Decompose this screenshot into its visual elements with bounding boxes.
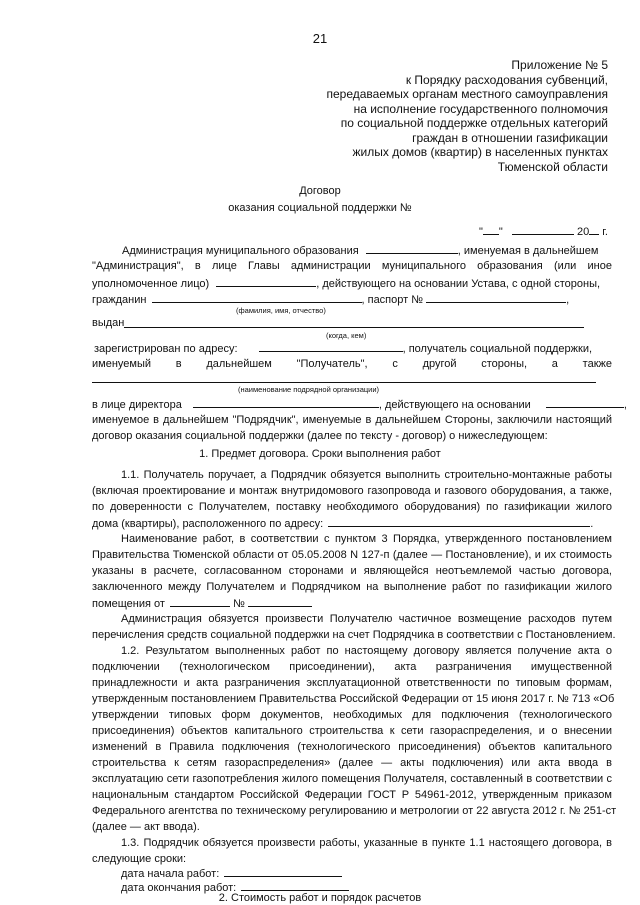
- appendix-line: граждан в отношении газификации: [412, 130, 608, 145]
- caption-kogda: (когда, кем): [326, 331, 367, 340]
- appendix-line: на исполнение государственного полномочия: [353, 101, 608, 116]
- appendix-line: Приложение № 5: [511, 58, 608, 72]
- contract-subtitle: оказания социальной поддержки №: [228, 202, 412, 214]
- s1-3-line-last: следующие сроки:: [92, 853, 187, 865]
- s1-name-line: заключенного между Получателем и Подрядчиком на выполнение работ по газификации жилого: [92, 581, 612, 593]
- s1-1-line: 1.1. Получатель поручает, а Подрядчик обязуется выполнить строительно-монтажные работы: [121, 469, 612, 481]
- s1-2-line: утвержденным постановлением Правительства Российской Федерации от 15 июня 2017 г. № 713 «Об: [92, 693, 615, 705]
- official-blank: [216, 276, 316, 287]
- house-address-blank: [328, 516, 590, 527]
- appendix-line: жилых домов (квартир) в населенных пунктах: [352, 145, 608, 159]
- appendix-line: передаваемых органам местного самоуправления: [326, 87, 608, 101]
- s1-2-line: подключении (технологическом присоединении), акта разграничения имущественной: [92, 661, 612, 673]
- day-blank: [483, 224, 499, 235]
- s1-2-line: строительства к сетям газораспределения» (далее — акты подключения) или акта ввода в: [92, 757, 612, 769]
- s1-2-line: утверждении типовых форм документов, необходимых для подключения (технологического: [92, 709, 612, 721]
- address-blank: [259, 341, 403, 352]
- admin-line-8: в лице директора , действующего на основании ,: [92, 399, 627, 411]
- start-date-blank: [224, 866, 342, 877]
- contract-date-blank: [170, 596, 230, 607]
- s1-name-line-last: помещения от №: [92, 596, 612, 612]
- appendix-line: к Порядку расходования субвенций,: [405, 72, 608, 87]
- end-date-blank: [241, 880, 349, 891]
- s1-name-line: указаны в расчете, согласованном сторонами и являющейся неотъемлемой частью договора,: [92, 565, 612, 577]
- admin-line-10: договор оказания социальной поддержки (далее по тексту - договор) о нижеследующем:: [92, 430, 548, 442]
- s1-2-line: Федерального агентства по техническому регулированию и метрологии от 22 августа 2012 г. № 251-ст: [92, 805, 617, 817]
- admin-line-3: уполномоченное лицо) , действующего на основании Устава, с одной стороны,: [92, 278, 601, 290]
- s1-3-line: 1.3. Подрядчик обязуется произвести работы, указанные в пункте 1.1 настоящего договора, в: [121, 837, 612, 849]
- s1-2-line: изменений в Правила подключения (технологического присоединения) объектов капитального: [92, 741, 612, 753]
- s1-1-line: по доверенности с Получателем, поставку необходимого оборудования) по газификации жилого: [92, 501, 612, 513]
- year-blank: [589, 224, 599, 235]
- month-blank: [512, 224, 574, 235]
- appendix-line: Тюменской области: [497, 159, 608, 174]
- s1-name-line: Наименование работ, в соответствии с пунктом 3 Порядка, утвержденного постановлением: [121, 533, 612, 545]
- s1-1-line: (включая проектирование и монтаж внутридомового газопровода и газового оборудования, а также,: [92, 485, 612, 497]
- admin-line-5: выдан: [92, 317, 125, 329]
- citizen-name-blank: [152, 292, 362, 303]
- admin-line-2: "Администрация", в лице Главы администрации муниципального образования (или иное: [92, 260, 612, 272]
- contract-number-blank: [248, 596, 312, 607]
- basis-blank: [546, 397, 624, 408]
- director-blank: [193, 397, 379, 408]
- contract-title: Договор: [299, 185, 341, 197]
- start-date-line: дата начала работ:: [121, 866, 541, 882]
- admin-line-6: зарегистрирован по адресу: , получатель социальной поддержки,: [94, 343, 593, 355]
- municipality-blank: [366, 243, 458, 254]
- s1-2-line: присоединения) объектов капитального строительства к сети газораспределения, и о внесении: [92, 725, 612, 737]
- s1-2-line: 1.2. Результатом выполненных работ по настоящему договору является получение акта о: [121, 645, 612, 657]
- s1-2-line: эксплуатацию сети газопотребления жилого помещения Получателя, составленный в соответствии с: [92, 773, 612, 785]
- s1-admin-line-last: перечисления средств социальной поддержки на счет Подрядчика в соответствии с Постановлением.: [92, 629, 616, 641]
- section-2-title: 2. Стоимость работ и порядок расчетов: [218, 892, 422, 904]
- s1-name-line: Правительства Тюменской области от 05.05.2008 N 127-п (далее — Постановление), и их стоимость: [92, 549, 612, 561]
- admin-line-1: Администрация муниципального образования , именуемая в дальнейшем: [122, 245, 599, 257]
- end-date-line: дата окончания работ:: [121, 880, 541, 896]
- page-number: 21: [312, 31, 328, 46]
- section-1-title: 1. Предмет договора. Сроки выполнения работ: [199, 448, 441, 460]
- s1-1-line-last: дома (квартиры), расположенного по адресу: .: [92, 518, 594, 530]
- s1-2-line: национальным стандартом Российской Федерации ГОСТ Р 54961-2012, утвержденным приказом: [92, 789, 612, 801]
- appendix-line: по социальной поддержке отдельных категорий: [340, 116, 608, 130]
- date-line: " " 20 г.: [479, 226, 608, 238]
- s1-2-line-last: (далее — акт ввода).: [92, 821, 200, 833]
- admin-line-7: именуемый в дальнейшем "Получатель", с другой стороны, а также: [92, 358, 612, 370]
- caption-org: (наименование подрядной организации): [238, 385, 380, 394]
- caption-fio: (фамилия, имя, отчество): [236, 306, 326, 315]
- contractor-name-line: [92, 382, 596, 383]
- admin-line-4: гражданин , паспорт № ,: [92, 294, 570, 306]
- issued-by-line: [124, 327, 584, 328]
- s1-admin-line: Администрация обязуется произвести Получателю частичное возмещение расходов путем: [121, 613, 612, 625]
- s1-2-line: принадлежности и акта разграничения эксплуатационной ответственности по типовым формам,: [92, 677, 612, 689]
- admin-line-9: именуемое в дальнейшем "Подрядчик", именуемые в дальнейшем Стороны, заключили настоящий: [92, 414, 612, 426]
- passport-blank: [426, 292, 566, 303]
